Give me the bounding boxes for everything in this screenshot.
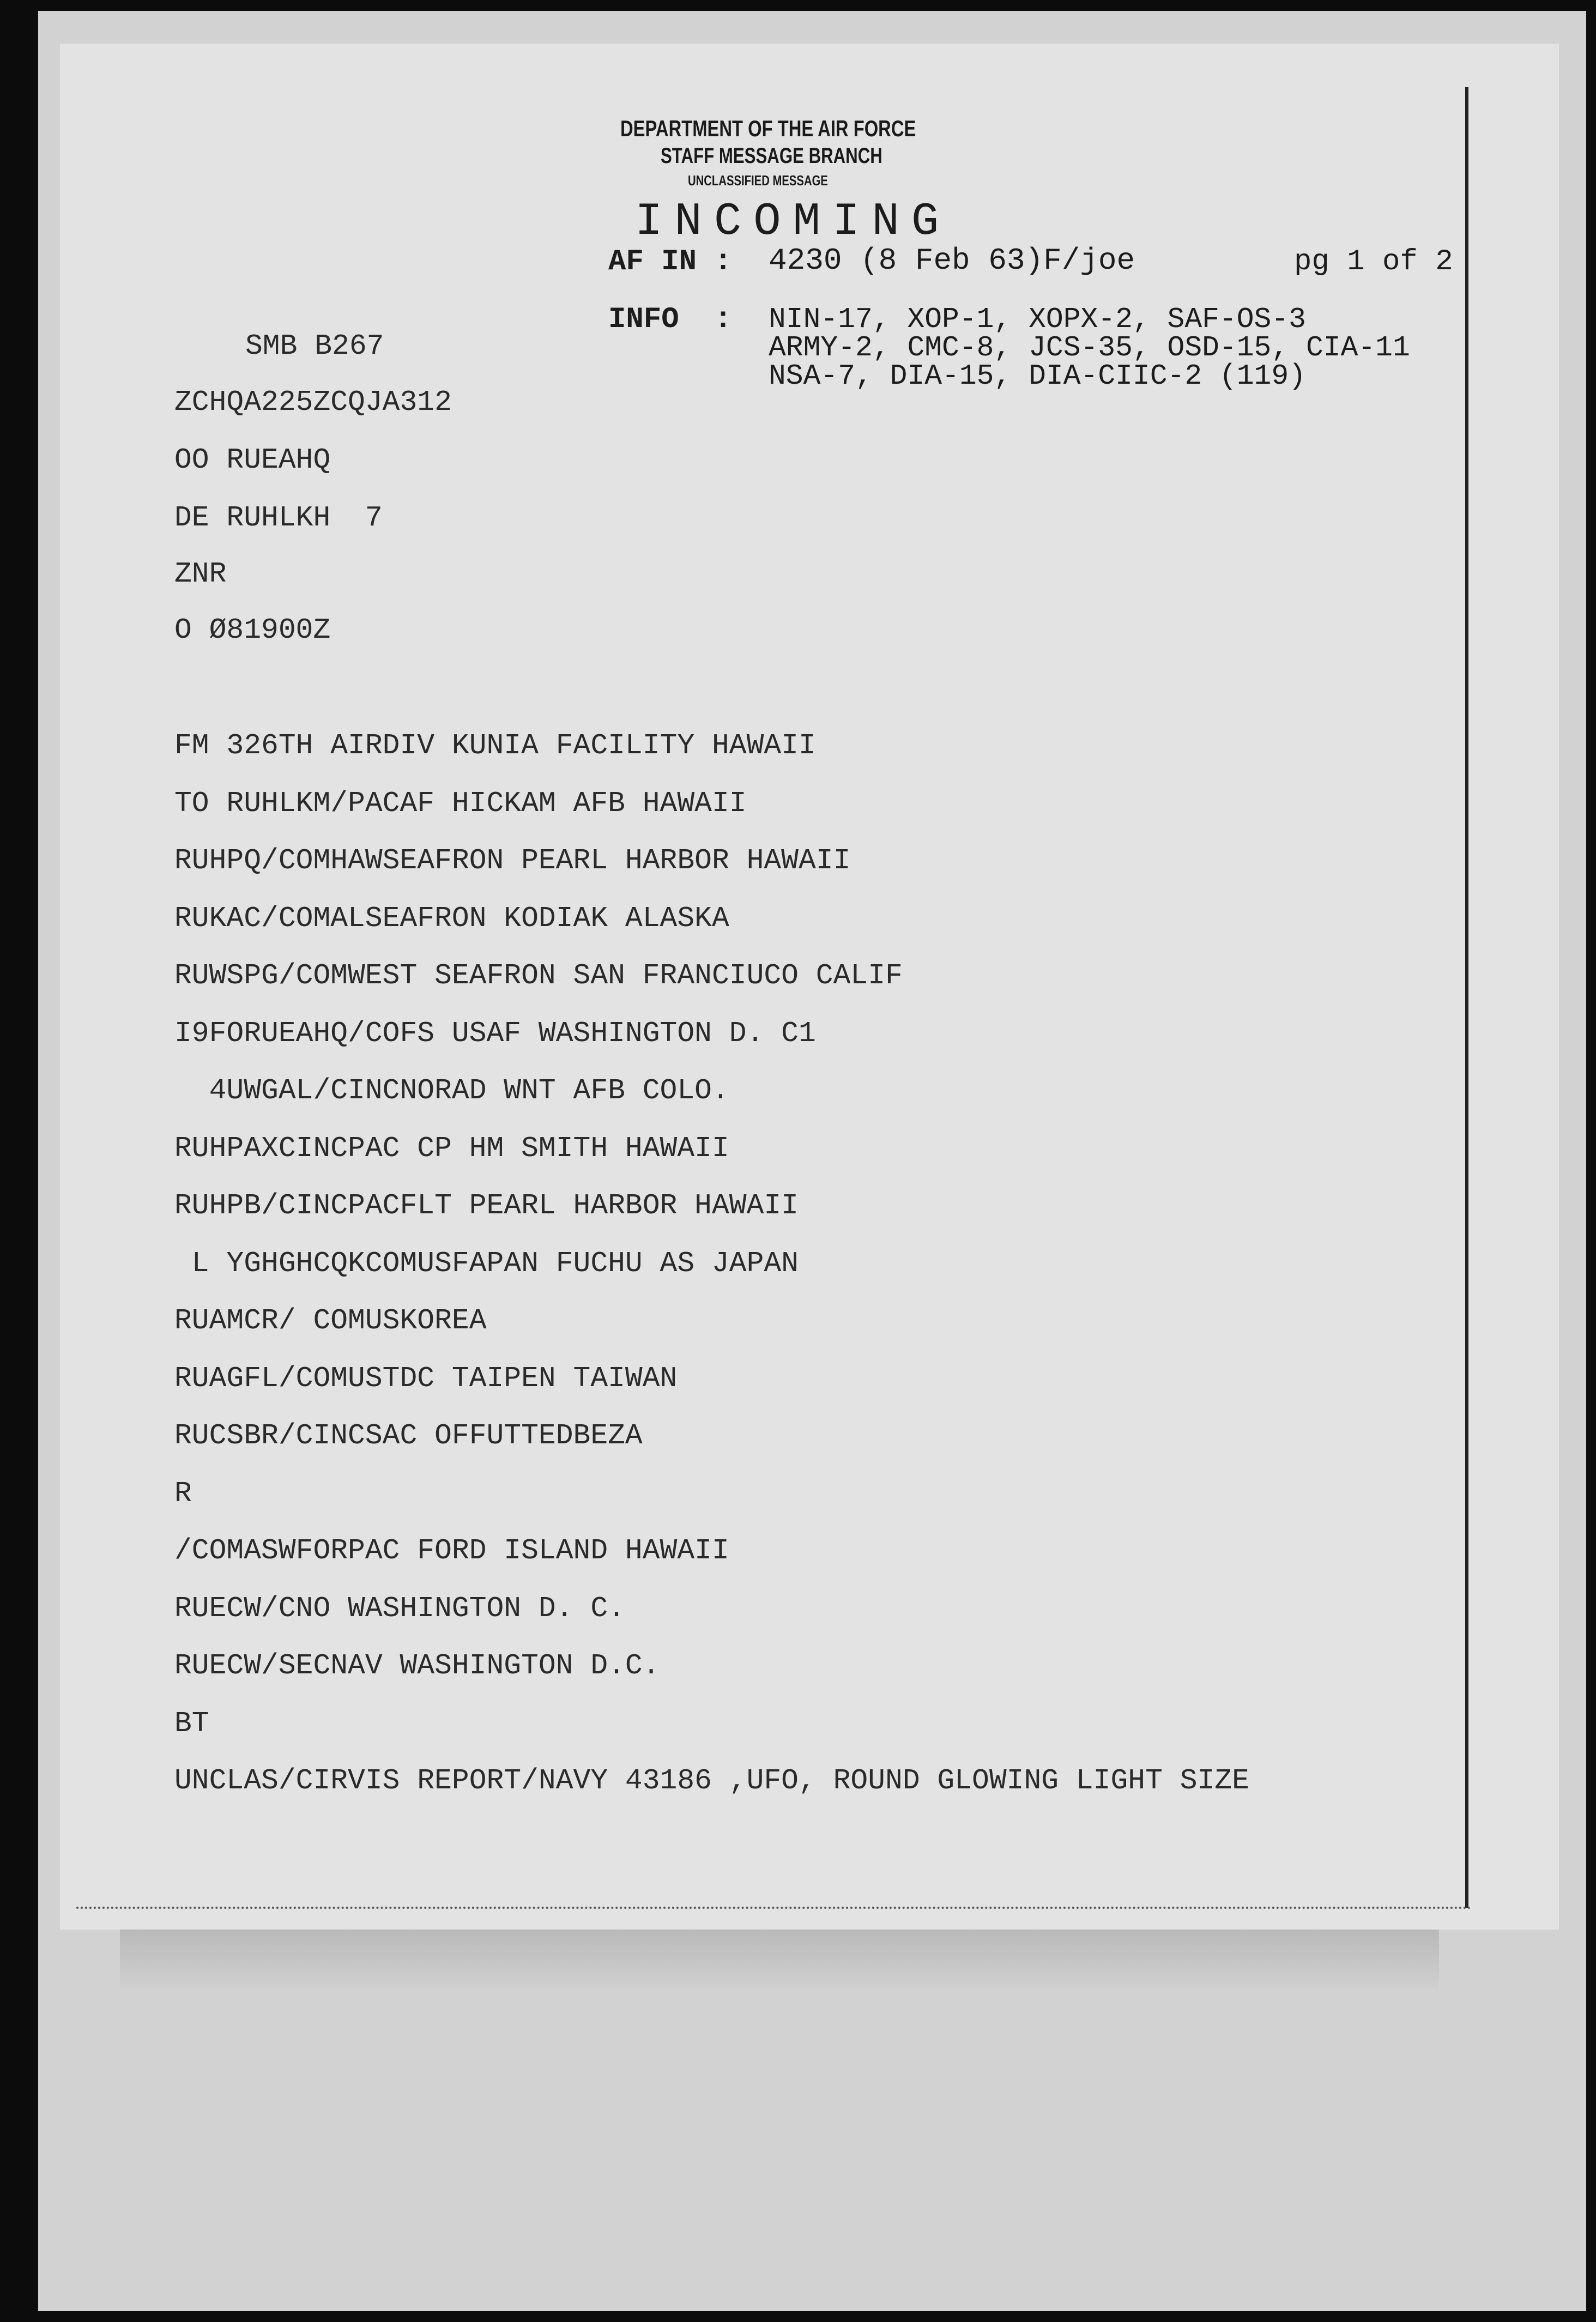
- routing-line: ZCHQA225ZCQJA312: [174, 386, 452, 419]
- routing-line: DE RUHLKH 7: [174, 501, 383, 534]
- message-line: TO RUHLKM/PACAF HICKAM AFB HAWAII: [174, 787, 747, 820]
- message-line: RUCSBR/CINCSAC OFFUTTEDBEZA: [174, 1419, 643, 1452]
- branch-heading: STAFF MESSAGE BRANCH: [661, 144, 882, 168]
- margin-rule: [1465, 87, 1468, 1908]
- message-line: RUHPB/CINCPACFLT PEARL HARBOR HAWAII: [174, 1189, 799, 1222]
- message-line: R: [174, 1477, 192, 1510]
- message-line: RUHPQ/COMHAWSEAFRON PEARL HARBOR HAWAII: [174, 844, 851, 877]
- af-in-value: 4230 (8 Feb 63)F/joe: [769, 243, 1135, 278]
- routing-line: O Ø81900Z: [174, 614, 331, 646]
- department-heading: DEPARTMENT OF THE AIR FORCE: [620, 116, 916, 141]
- info-label: INFO :: [608, 303, 732, 336]
- message-line: L YGHGHCQKCOMUSFAPAN FUCHU AS JAPAN: [174, 1247, 799, 1280]
- message-line: RUECW/SECNAV WASHINGTON D.C.: [174, 1649, 660, 1682]
- tear-line: [76, 1907, 1472, 1909]
- message-line: UNCLAS/CIRVIS REPORT/NAVY 43186 ,UFO, ROUND GLOWING LIGHT SIZE: [174, 1764, 1249, 1797]
- message-line: I9FORUEAHQ/COFS USAF WASHINGTON D. C1: [174, 1017, 816, 1050]
- incoming-heading: INCOMING: [635, 196, 951, 248]
- message-line: BT: [174, 1707, 209, 1740]
- message-line: RUECW/CNO WASHINGTON D. C.: [174, 1592, 625, 1625]
- message-line: RUAMCR/ COMUSKOREA: [174, 1304, 487, 1337]
- info-line: NIN-17, XOP-1, XOPX-2, SAF-OS-3: [769, 303, 1306, 336]
- message-line: RUAGFL/COMUSTDC TAIPEN TAIWAN: [174, 1362, 678, 1395]
- routing-line: SMB B267: [245, 330, 384, 362]
- message-line: /COMASWFORPAC FORD ISLAND HAWAII: [174, 1534, 729, 1567]
- message-line: RUHPAXCINCPAC CP HM SMITH HAWAII: [174, 1132, 729, 1165]
- routing-line: ZNR: [174, 558, 227, 590]
- message-line: FM 326TH AIRDIV KUNIA FACILITY HAWAII: [174, 729, 816, 762]
- message-line: RUWSPG/COMWEST SEAFRON SAN FRANCIUCO CALIF: [174, 959, 903, 992]
- af-in-label: AF IN :: [608, 245, 732, 279]
- info-line: ARMY-2, CMC-8, JCS-35, OSD-15, CIA-11: [769, 331, 1410, 364]
- message-line: 4UWGAL/CINCNORAD WNT AFB COLO.: [174, 1074, 729, 1107]
- sheet-shadow: [120, 1930, 1439, 1990]
- page-indicator: pg 1 of 2: [1294, 245, 1453, 279]
- info-line: NSA-7, DIA-15, DIA-CIIC-2 (119): [769, 360, 1306, 392]
- message-line: RUKAC/COMALSEAFRON KODIAK ALASKA: [174, 902, 729, 935]
- classification-heading: UNCLASSIFIED MESSAGE: [688, 172, 828, 189]
- routing-line: OO RUEAHQ: [174, 444, 331, 476]
